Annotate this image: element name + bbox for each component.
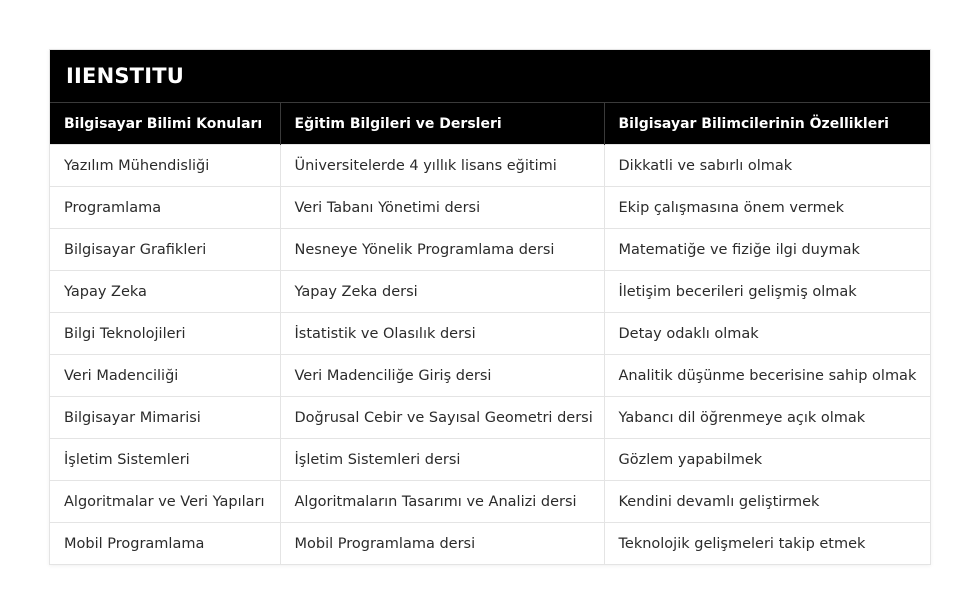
table-row [50, 145, 930, 187]
table-cell: Veri Madenciliğe Giriş dersi [280, 355, 604, 397]
table-cell: Bilgi Teknolojileri [50, 313, 280, 355]
table-cell: Nesneye Yönelik Programlama dersi [280, 229, 604, 271]
table-cell: Veri Tabanı Yönetimi dersi [280, 187, 604, 229]
table-cell: Yapay Zeka [50, 271, 280, 313]
data-table-container [49, 49, 931, 565]
table-cell: Yapay Zeka dersi [280, 271, 604, 313]
table-cell: Bilgisayar Mimarisi [50, 397, 280, 439]
table-row [50, 355, 930, 397]
table-cell: İletişim becerileri gelişmiş olmak [604, 271, 930, 313]
table-row [50, 439, 930, 481]
table-cell: Üniversitelerde 4 yıllık lisans eğitimi [280, 145, 604, 187]
table-row [50, 523, 930, 565]
table-cell: İşletim Sistemleri dersi [280, 439, 604, 481]
table-cell: Algoritmalar ve Veri Yapıları [50, 481, 280, 523]
table-cell: Analitik düşünme becerisine sahip olmak [604, 355, 930, 397]
table-header-row [50, 103, 930, 145]
table-cell: Mobil Programlama dersi [280, 523, 604, 565]
table-cell: Gözlem yapabilmek [604, 439, 930, 481]
data-table [50, 103, 930, 564]
table-row [50, 397, 930, 439]
table-cell: Mobil Programlama [50, 523, 280, 565]
table-cell: İşletim Sistemleri [50, 439, 280, 481]
table-cell: Yazılım Mühendisliği [50, 145, 280, 187]
table-cell: Kendini devamlı geliştirmek [604, 481, 930, 523]
table-row [50, 271, 930, 313]
table-cell: Bilgisayar Grafikleri [50, 229, 280, 271]
column-header: Bilgisayar Bilimi Konuları [50, 103, 280, 145]
table-cell: Yabancı dil öğrenmeye açık olmak [604, 397, 930, 439]
table-cell: Matematiğe ve fiziğe ilgi duymak [604, 229, 930, 271]
table-cell: İstatistik ve Olasılık dersi [280, 313, 604, 355]
table-row [50, 481, 930, 523]
column-header: Eğitim Bilgileri ve Dersleri [280, 103, 604, 145]
table-row [50, 229, 930, 271]
table-cell: Veri Madenciliği [50, 355, 280, 397]
table-row [50, 313, 930, 355]
column-header: Bilgisayar Bilimcilerinin Özellikleri [604, 103, 930, 145]
table-cell: Programlama [50, 187, 280, 229]
table-cell: Ekip çalışmasına önem vermek [604, 187, 930, 229]
table-cell: Doğrusal Cebir ve Sayısal Geometri dersi [280, 397, 604, 439]
table-cell: Dikkatli ve sabırlı olmak [604, 145, 930, 187]
table-cell: Detay odaklı olmak [604, 313, 930, 355]
table-row [50, 187, 930, 229]
table-cell: Teknolojik gelişmeleri takip etmek [604, 523, 930, 565]
table-cell: Algoritmaların Tasarımı ve Analizi dersi [280, 481, 604, 523]
brand-title: IIENSTITU [50, 50, 930, 103]
